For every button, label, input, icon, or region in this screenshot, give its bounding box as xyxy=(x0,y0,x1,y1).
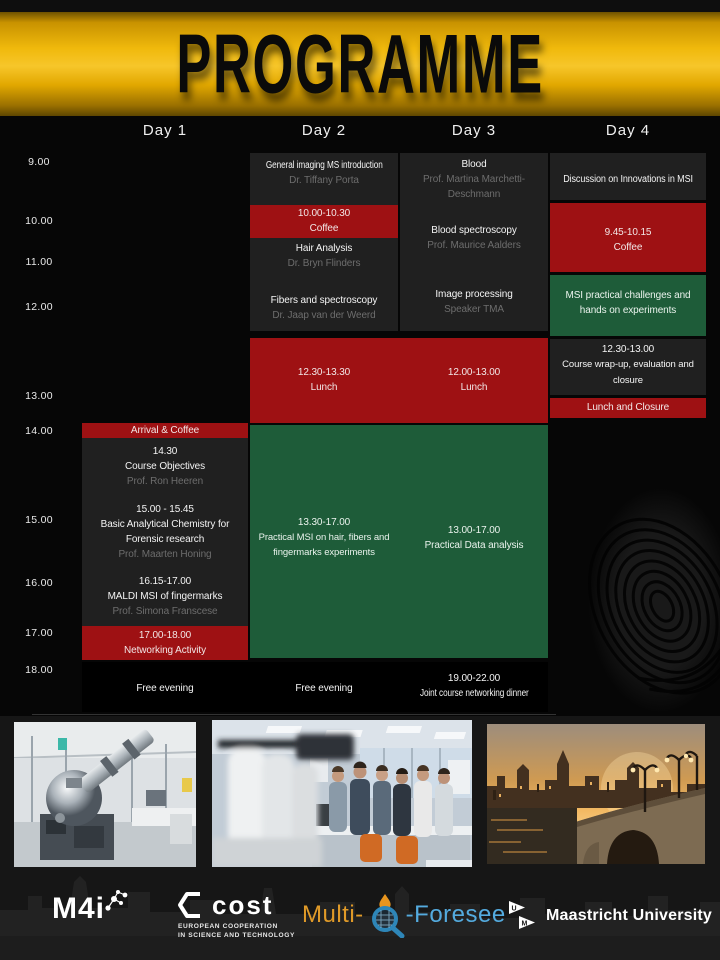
event-title: Practical MSI on hair, fibers and fingermarks experiments xyxy=(258,532,390,558)
event-title: Course wrap-up, evaluation and closure xyxy=(562,359,694,386)
event-lunch-closure xyxy=(550,398,706,418)
photo-lab-instrument xyxy=(14,722,196,867)
event-day1-free-evening xyxy=(82,681,248,696)
event-day2-coffee xyxy=(250,205,398,238)
multiforesee-part2: -Foresee xyxy=(405,901,506,928)
bridge-sunset-image xyxy=(487,724,705,864)
event-speaker: Speaker TMA xyxy=(444,304,504,315)
event-title: Blood xyxy=(461,159,487,170)
magnifier-flame-icon xyxy=(364,892,406,938)
event-speaker: Dr. Tiffany Porta xyxy=(289,175,359,186)
lab-instrument-image xyxy=(14,722,196,867)
event-blood xyxy=(400,157,548,202)
day3-morning-block xyxy=(400,153,548,331)
time-label: 13.00 xyxy=(25,390,53,402)
event-time: 12.00-13.00 xyxy=(447,367,501,378)
event-msi-challenges xyxy=(550,275,706,336)
time-label: 17.00 xyxy=(25,627,53,639)
svg-text:U: U xyxy=(511,905,517,913)
event-speaker: Prof. Maarten Honing xyxy=(118,549,212,560)
event-day3-lunch xyxy=(400,365,548,395)
event-title: Course Objectives xyxy=(125,461,205,472)
event-day2-practical xyxy=(250,515,398,560)
event-title: Discussion on Innovations in MSI xyxy=(563,174,693,185)
event-time: 15.00 - 15.45 xyxy=(136,504,194,515)
event-time: 10.00-10.30 xyxy=(297,208,351,219)
event-speaker: Prof. Martina Marchetti-Deschmann xyxy=(422,174,526,200)
event-title: Hair Analysis xyxy=(295,243,353,254)
practical-band xyxy=(250,425,548,658)
time-label: 12.00 xyxy=(25,301,53,313)
page-title: PROGRAMME xyxy=(176,17,544,111)
event-title: MSI practical challenges and hands on experiments xyxy=(565,290,691,316)
photo-maastricht-bridge xyxy=(487,724,705,864)
event-general-imaging xyxy=(250,153,398,205)
event-title: Blood spectroscopy xyxy=(431,225,517,236)
fingerprint-watermark xyxy=(588,488,720,713)
time-label: 15.00 xyxy=(25,514,53,526)
event-time: 13.30-17.00 xyxy=(297,517,351,528)
event-title: Lunch xyxy=(310,382,338,393)
day4-header: Day 4 xyxy=(605,122,651,139)
event-title: MALDI MSI of fingermarks xyxy=(107,591,223,602)
cost-subtitle-line2: IN SCIENCE AND TECHNOLOGY xyxy=(178,931,295,939)
event-day4-coffee xyxy=(550,203,706,272)
event-title: Basic Analytical Chemistry for Forensic research xyxy=(100,519,230,545)
svg-text:M: M xyxy=(521,920,528,928)
event-speaker: Prof. Simona Franscese xyxy=(112,606,218,617)
event-time: 12.30-13.30 xyxy=(297,367,351,378)
event-title: Free evening xyxy=(136,683,194,694)
time-label: 18.00 xyxy=(25,664,53,676)
day1-afternoon-block xyxy=(82,438,248,626)
cost-wordmark: cost xyxy=(212,890,274,920)
day2-morning-block xyxy=(250,238,398,331)
event-networking-dinner xyxy=(400,671,548,701)
m4i-wordmark: M4i xyxy=(52,892,106,925)
lunch-band xyxy=(250,338,548,423)
event-course-wrapup xyxy=(550,339,706,395)
event-title: Fibers and spectroscopy xyxy=(270,295,378,306)
event-time: 16.15-17.00 xyxy=(138,576,192,587)
event-title: Networking Activity xyxy=(123,645,207,656)
time-label: 10.00 xyxy=(25,215,53,227)
event-day2-lunch xyxy=(250,365,398,395)
event-speaker: Dr. Jaap van der Weerd xyxy=(272,310,376,321)
event-title: Coffee xyxy=(613,242,643,253)
fingerprint-icon xyxy=(588,488,720,713)
event-day2-free-evening xyxy=(250,681,398,696)
event-course-objectives xyxy=(82,444,248,489)
event-speaker: Prof. Ron Heeren xyxy=(126,476,204,487)
logo-multiforesee xyxy=(302,892,506,938)
time-label: 11.00 xyxy=(25,256,53,268)
event-maldi-fingermarks xyxy=(82,574,248,619)
event-time: 13.00-17.00 xyxy=(447,525,501,536)
event-title: Lunch xyxy=(460,382,488,393)
event-networking-activity xyxy=(82,626,248,660)
event-time: 12.30-13.00 xyxy=(601,344,655,355)
multiforesee-part1: Multi- xyxy=(302,901,364,928)
event-time: 9.45-10.15 xyxy=(604,227,652,238)
event-title: Free evening xyxy=(295,683,353,694)
event-discussion-innovations xyxy=(550,153,706,200)
table-bottom-rule xyxy=(32,714,556,715)
molecule-icon xyxy=(103,888,129,914)
day3-header: Day 3 xyxy=(451,122,497,139)
event-title: Practical Data analysis xyxy=(424,540,524,551)
event-title: General imaging MS introduction xyxy=(265,160,383,171)
course-group-image xyxy=(212,720,472,867)
event-time: 19.00-22.00 xyxy=(447,673,501,684)
event-fibers-spectroscopy xyxy=(250,293,398,323)
event-analytical-chemistry xyxy=(82,502,248,562)
cost-subtitle-line1: EUROPEAN COOPERATION xyxy=(178,923,278,930)
day2-header: Day 2 xyxy=(301,122,347,139)
um-emblem-icon xyxy=(506,900,540,932)
event-title: Image processing xyxy=(435,289,513,300)
event-arrival-coffee xyxy=(82,423,248,438)
event-blood-spectroscopy xyxy=(400,223,548,253)
logo-maastricht-university xyxy=(506,900,712,932)
time-label: 16.00 xyxy=(25,577,53,589)
event-title: Lunch and Closure xyxy=(586,402,670,413)
title-banner xyxy=(0,12,720,116)
evening-band xyxy=(82,662,548,712)
event-hair-analysis xyxy=(250,241,398,271)
event-title: Joint course networking dinner xyxy=(419,688,529,699)
logo-cost xyxy=(176,889,295,940)
event-time: 14.30 xyxy=(152,446,178,457)
schedule-grid xyxy=(0,116,720,716)
event-title: Arrival & Coffee xyxy=(130,425,200,436)
event-day3-practical xyxy=(400,523,548,553)
cost-hexagon-icon xyxy=(176,889,206,921)
event-image-processing xyxy=(400,287,548,317)
event-time: 17.00-18.00 xyxy=(138,630,192,641)
day1-header: Day 1 xyxy=(142,122,188,139)
time-label: 14.00 xyxy=(25,425,53,437)
event-title: Coffee xyxy=(309,223,339,234)
event-speaker: Dr. Bryn Flinders xyxy=(287,258,361,269)
photo-course-group xyxy=(212,720,472,867)
um-wordmark: Maastricht University xyxy=(546,907,713,924)
logo-m4i xyxy=(52,894,129,924)
time-label: 9.00 xyxy=(28,156,50,168)
event-speaker: Prof. Maurice Aalders xyxy=(427,240,521,251)
